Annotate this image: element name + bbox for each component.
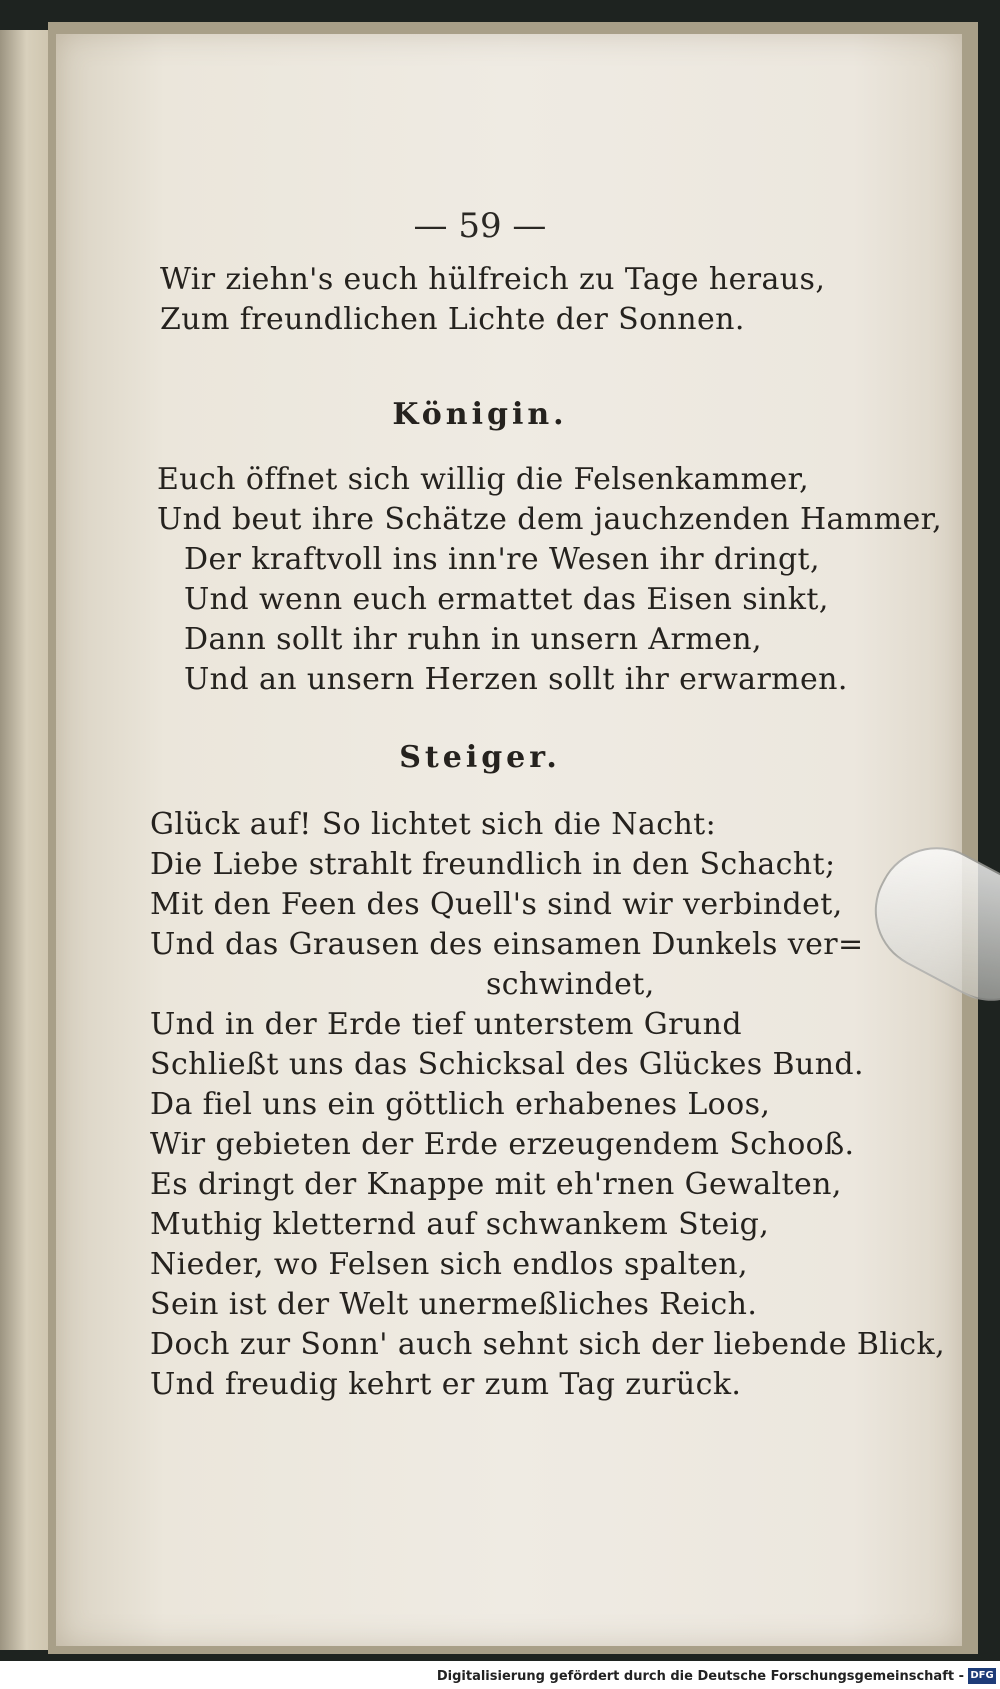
previous-page-edge — [0, 30, 51, 1650]
footer-bar — [0, 1661, 1000, 1689]
verse-line: Und freudig kehrt er zum Tag zurück. — [150, 1367, 742, 1402]
page-number: — 59 — — [413, 206, 547, 246]
verse-line: Die Liebe strahlt freundlich in den Schacht; — [150, 847, 836, 882]
verse-line: Doch zur Sonn' auch sehnt sich der liebende Blick, — [150, 1327, 946, 1362]
verse-line: Nieder, wo Felsen sich endlos spalten, — [150, 1247, 748, 1282]
verse-line: Sein ist der Welt unermeßliches Reich. — [150, 1287, 758, 1322]
verse-line: Euch öffnet sich willig die Felsenkammer, — [157, 462, 810, 497]
verse-line: Der kraftvoll ins inn're Wesen ihr dringt, — [184, 542, 820, 577]
verse-line: Zum freundlichen Lichte der Sonnen. — [160, 302, 745, 337]
verse-line: Und wenn euch ermattet das Eisen sinkt, — [184, 582, 829, 617]
digitization-credit: Digitalisierung gefördert durch die Deutsche Forschungsgemeinschaft - — [436, 1669, 964, 1684]
verse-line-continuation: schwindet, — [486, 967, 655, 1002]
verse-line: Und an unsern Herzen sollt ihr erwarmen. — [184, 662, 848, 697]
verse-line: Und in der Erde tief unterstem Grund — [150, 1007, 742, 1042]
verse-line: Da fiel uns ein göttlich erhabenes Loos, — [150, 1087, 771, 1122]
dfg-logo: DFG — [968, 1668, 996, 1684]
verse-line: Mit den Feen des Quell's sind wir verbindet, — [150, 887, 843, 922]
verse-line: Glück auf! So lichtet sich die Nacht: — [150, 807, 717, 842]
verse-line: Und beut ihre Schätze dem jauchzenden Hammer, — [157, 502, 943, 537]
speaker-heading-koenigin: Königin. — [392, 397, 568, 432]
verse-line: Muthig kletternd auf schwankem Steig, — [150, 1207, 770, 1242]
verse-line: Es dringt der Knappe mit eh'rnen Gewalten, — [150, 1167, 842, 1202]
verse-line: Schließt uns das Schicksal des Glückes Bund. — [150, 1047, 864, 1082]
verse-line: Wir ziehn's euch hülfreich zu Tage heraus, — [160, 262, 826, 297]
verse-line: Und das Grausen des einsamen Dunkels ver= — [150, 927, 864, 962]
verse-line: Wir gebieten der Erde erzeugendem Schooß. — [150, 1127, 855, 1162]
speaker-heading-steiger: Steiger. — [399, 740, 561, 775]
verse-line: Dann sollt ihr ruhn in unsern Armen, — [184, 622, 762, 657]
